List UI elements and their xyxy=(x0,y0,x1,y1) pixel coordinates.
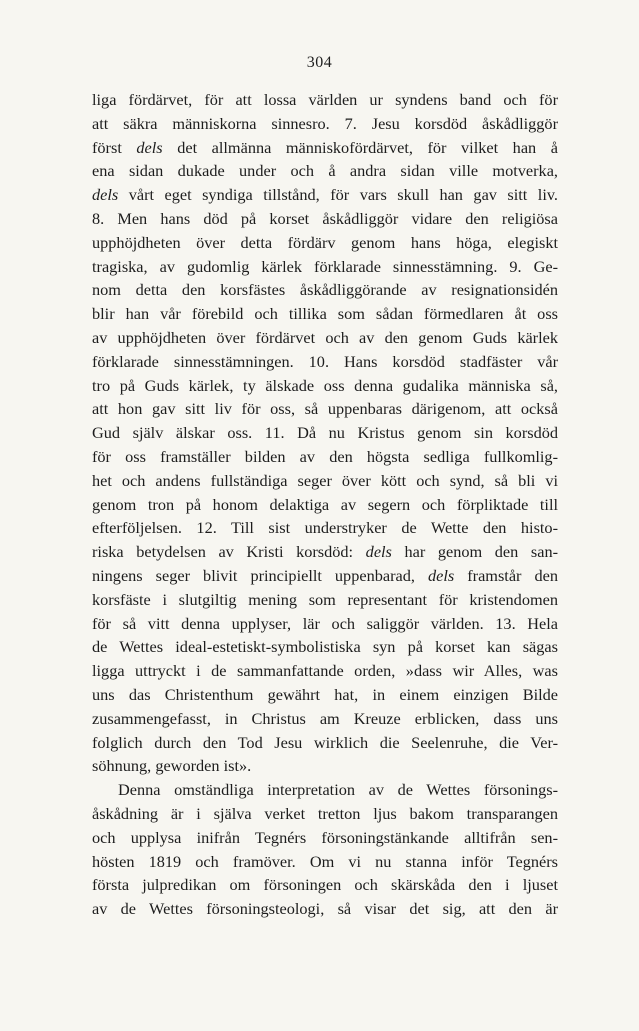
text-segment: av upphöjdheten över fördärvet och av den genom Guds kärlek xyxy=(92,327,558,347)
text-line xyxy=(92,136,558,160)
text-line xyxy=(92,350,558,374)
text-segment: att hon gav sitt liv för oss, så uppenbaras därigenom, att också xyxy=(92,399,558,419)
text-segment: framstår den xyxy=(454,565,559,585)
text-line xyxy=(92,445,558,469)
text-line xyxy=(92,183,558,207)
text-line xyxy=(92,754,558,778)
page-number: 304 xyxy=(306,54,333,71)
text-line xyxy=(92,255,558,279)
text-segment: tragiska, av gudomlig kärlek förklarade sinnesstämning. 9. Ge- xyxy=(92,256,558,276)
text-line xyxy=(92,588,558,612)
text-line xyxy=(92,207,558,231)
text-line xyxy=(92,469,558,493)
text-segment: åskådning är i själva verket tretton ljus bakom transparangen xyxy=(92,803,558,823)
text-segment: upphöjdheten över detta fördärv genom hans höga, elegiskt xyxy=(92,232,558,252)
text-segment: ligga uttryckt i de sammanfattande orden, »dass wir Alles, was xyxy=(92,661,558,681)
text-line xyxy=(92,873,558,897)
text-line xyxy=(92,278,558,302)
text-segment: korsfäste i slutgiltig mening som representant för kristendomen xyxy=(92,589,558,609)
text-line xyxy=(92,231,558,255)
italic-text: dels xyxy=(365,542,392,562)
italic-text: dels xyxy=(427,565,455,585)
text-line xyxy=(92,897,558,921)
text-segment: har genom den san- xyxy=(391,542,559,562)
text-segment: liga fördärvet, för att lossa världen ur syndens band och för xyxy=(92,90,558,109)
text-line xyxy=(92,159,558,183)
text-segment: och upplysa inifrån Tegnérs försoningstänkande alltifrån sen- xyxy=(92,827,558,847)
text-line xyxy=(92,612,558,636)
text-segment: ena sidan dukade under och å andra sidan ville motverka, xyxy=(92,161,558,181)
text-segment: zusammengefasst, in Christus am Kreuze erblicken, dass uns xyxy=(92,708,558,728)
text-segment: folglich durch den Tod Jesu wirklich die Seelenruhe, die Ver- xyxy=(92,732,558,752)
text-line xyxy=(92,112,558,136)
text-segment: förklarade sinnesstämningen. 10. Hans korsdöd stadfäster vår xyxy=(92,351,558,371)
text-line xyxy=(92,635,558,659)
text-segment: Denna omständliga interpretation av de Wettes försonings- xyxy=(118,780,558,800)
text-segment: det allmänna människofördärvet, för vilket han å xyxy=(162,137,558,157)
text-segment: första julpredikan om försoningen och skärskåda den i ljuset xyxy=(92,875,558,895)
text-segment: hösten 1819 och framöver. Om vi nu stanna inför Tegnérs xyxy=(92,851,558,871)
text-segment: för så vitt denna upplyser, lär och saliggör världen. 13. Hela xyxy=(92,613,558,633)
text-line xyxy=(92,826,558,850)
text-segment: 8. Men hans död på korset åskådliggör vidare den religiösa xyxy=(92,208,558,228)
text-line xyxy=(92,421,558,445)
text-line xyxy=(92,374,558,398)
text-line xyxy=(92,516,558,540)
text-line xyxy=(92,683,558,707)
text-segment: av de Wettes försoningsteologi, så visar det sig, att den är xyxy=(92,899,558,919)
text-segment: Gud själv älskar oss. 11. Då nu Kristus genom sin korsdöd xyxy=(92,423,558,443)
text-segment: riska betydelsen av Kristi korsdöd: xyxy=(92,542,366,562)
text-segment: efterföljelsen. 12. Till sist understryker de Wette den histo- xyxy=(92,518,558,538)
body-text xyxy=(92,88,558,921)
italic-text: dels xyxy=(136,137,163,157)
text-segment: het och andens fullständiga seger över kött och synd, så bli vi xyxy=(92,470,558,490)
text-segment: nom detta den korsfästes åskådliggörande av resignationsidén xyxy=(92,280,558,300)
text-line xyxy=(92,564,558,588)
text-segment: söhnung, geworden ist». xyxy=(92,756,252,776)
text-segment: först xyxy=(92,137,137,157)
text-line xyxy=(92,802,558,826)
text-line xyxy=(92,397,558,421)
text-line xyxy=(92,540,558,564)
text-segment: blir han vår förebild och tillika som sådan förmedlaren åt oss xyxy=(92,304,558,324)
text-segment: för oss framställer bilden av den högsta sedliga fullkomlig- xyxy=(92,446,558,466)
text-segment: uns das Christenthum gewährt hat, in einem einzigen Bilde xyxy=(92,684,558,704)
text-line xyxy=(92,850,558,874)
text-line xyxy=(92,88,558,112)
text-line xyxy=(92,707,558,731)
text-segment: genom tron på honom delaktiga av segern och förpliktade till xyxy=(92,494,558,514)
text-segment: vårt eget syndiga tillstånd, för vars skull han gav sitt liv. xyxy=(118,185,558,205)
text-line xyxy=(92,326,558,350)
text-line xyxy=(92,302,558,326)
text-line xyxy=(92,659,558,683)
text-segment: att säkra människorna sinnesro. 7. Jesu korsdöd åskådliggör xyxy=(92,113,558,133)
text-line xyxy=(92,778,558,802)
text-line xyxy=(92,731,558,755)
text-segment: ningens seger blivit principiellt uppenbarad, xyxy=(92,565,428,585)
italic-text: dels xyxy=(92,185,119,205)
text-segment: de Wettes ideal-estetiskt-symbolistiska syn på korset kan sägas xyxy=(92,637,558,657)
text-segment: tro på Guds kärlek, ty älskade oss denna gudalika människa så, xyxy=(92,375,558,395)
text-line xyxy=(92,493,558,517)
